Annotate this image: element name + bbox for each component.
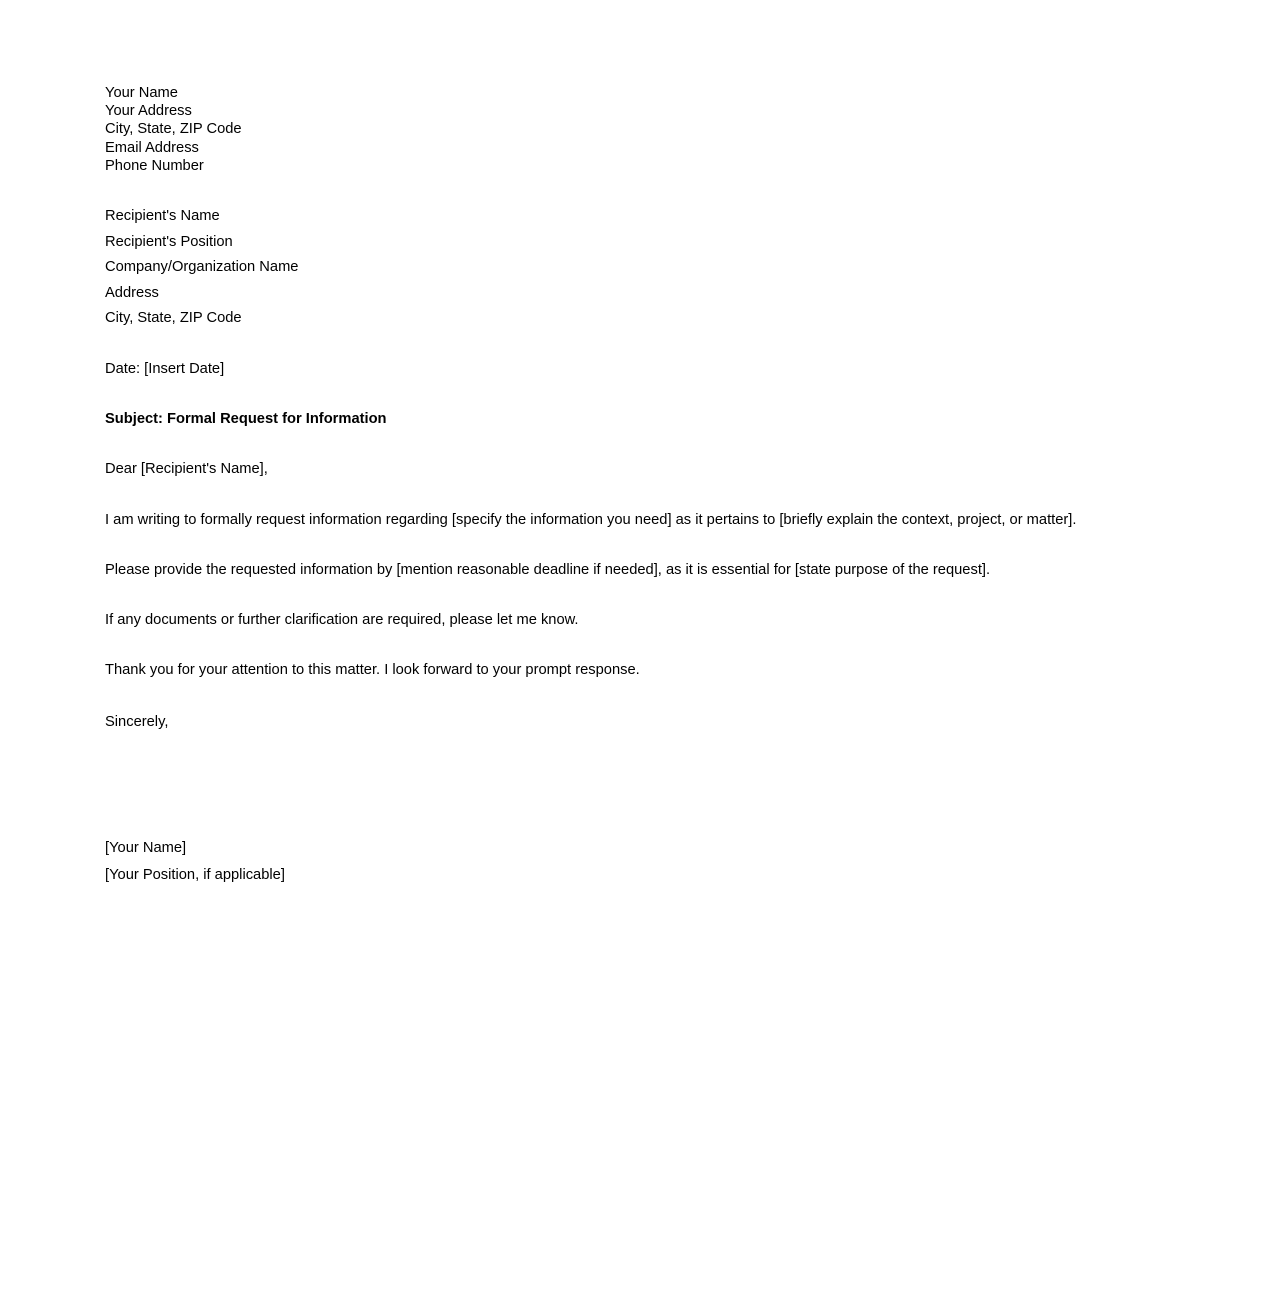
salutation-line: Dear [Recipient's Name], <box>105 461 268 478</box>
signature-position: [Your Position, if applicable] <box>105 867 285 884</box>
date-block <box>105 360 1175 378</box>
recipient-position: Recipient's Position <box>105 233 233 250</box>
recipient-address-block <box>105 204 1175 332</box>
body-paragraph-4: Thank you for your attention to this matter. I look forward to your prompt response. <box>105 662 640 679</box>
recipient-address: Address <box>105 284 159 301</box>
body-paragraph-3: If any documents or further clarification are required, please let me know. <box>105 612 579 628</box>
sender-email: Email Address <box>105 139 199 156</box>
body-paragraph-2: Please provide the requested information by [mention reasonable deadline if needed], as it is essential for [state purpose of the request]. <box>105 561 991 578</box>
letter-body <box>105 84 1175 890</box>
sender-address-block <box>105 84 1175 175</box>
recipient-company: Company/Organization Name <box>105 259 299 276</box>
sender-name: Your Name <box>105 85 178 101</box>
sender-city-state-zip: City, State, ZIP Code <box>105 121 242 138</box>
signature-block <box>105 835 1175 890</box>
subject-block <box>105 410 1175 428</box>
body-paragraph-1: I am writing to formally request information regarding [specify the information you need] as it pertains to [briefly explain the context, project, or matter]. <box>105 511 1077 528</box>
sender-address: Your Address <box>105 103 192 120</box>
closing-block <box>105 713 1175 731</box>
recipient-name: Recipient's Name <box>105 208 220 225</box>
subject-line: Subject: Formal Request for Information <box>105 411 387 428</box>
signature-name: [Your Name] <box>105 839 187 856</box>
closing-line: Sincerely, <box>105 714 169 731</box>
date-line: Date: [Insert Date] <box>105 360 225 377</box>
recipient-city-state-zip: City, State, ZIP Code <box>105 310 242 327</box>
salutation-block <box>105 460 1175 478</box>
sender-phone: Phone Number <box>105 157 204 174</box>
